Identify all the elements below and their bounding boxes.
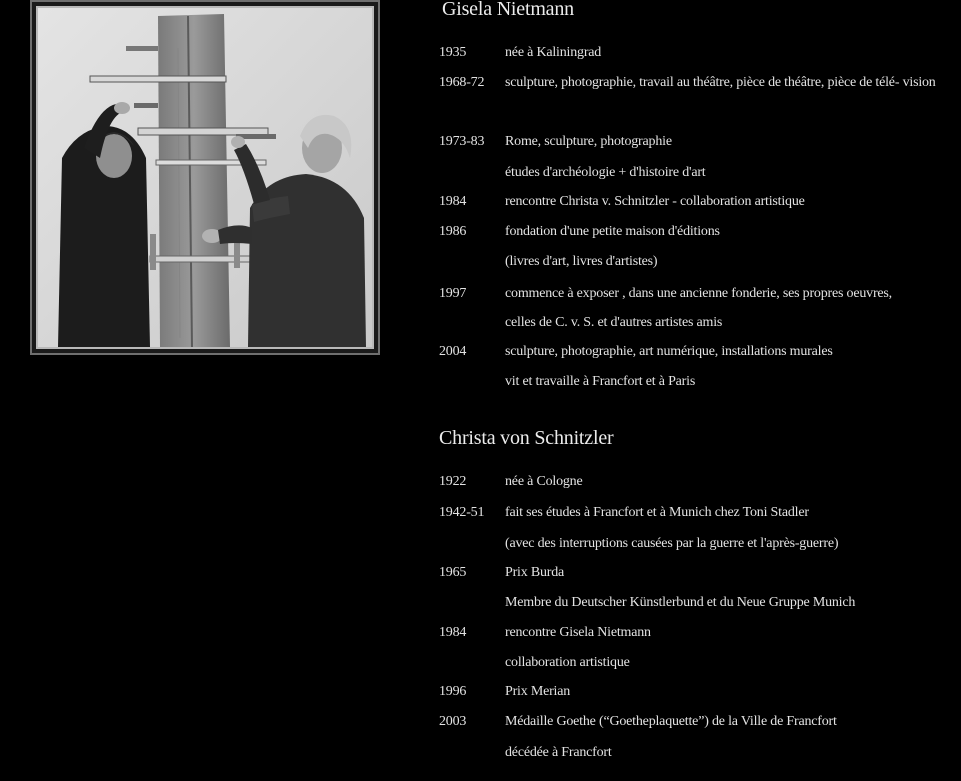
- bio-text: collaboration artistique: [505, 655, 630, 670]
- bio-row: [439, 529, 954, 558]
- bio-text: Membre du Deutscher Künstlerbund et du Neue Gruppe Munich: [505, 595, 856, 610]
- bio-row: [439, 738, 954, 767]
- bio-row: [439, 217, 954, 246]
- bio-year: 1965: [439, 565, 467, 580]
- photo-two-women-with-sculpture-icon: [38, 8, 372, 347]
- bio-row: [439, 588, 954, 617]
- bio-year: 2004: [439, 344, 467, 359]
- bio-row: [439, 38, 954, 67]
- bio-row: [439, 127, 954, 156]
- bio-row: [439, 558, 954, 587]
- bio-year: 1986: [439, 224, 467, 239]
- bio-row: [439, 187, 954, 216]
- bio-row: [439, 68, 954, 97]
- bio-text: (livres d'art, livres d'artistes): [505, 254, 658, 269]
- bio-year: 1996: [439, 684, 467, 699]
- bio-row: [439, 498, 954, 527]
- bio-row: [439, 279, 954, 308]
- bio-row: [439, 648, 954, 677]
- bio-year: 1973-83: [439, 134, 485, 149]
- bio-year: 1922: [439, 474, 467, 489]
- bio-text: commence à exposer , dans une ancienne fonderie, ses propres oeuvres,: [505, 286, 892, 301]
- bio-year: 1997: [439, 286, 467, 301]
- bio-text: née à Cologne: [505, 474, 583, 489]
- bio-year: 1984: [439, 625, 467, 640]
- bio-year: 1968-72: [439, 75, 485, 90]
- bio-text: études d'archéologie + d'histoire d'art: [505, 165, 706, 180]
- bio-row: [439, 158, 954, 187]
- bio-row: [439, 308, 954, 337]
- bio-text: Médaille Goethe (“Goetheplaquette”) de la Ville de Francfort: [505, 714, 837, 729]
- bio-year: 1984: [439, 194, 467, 209]
- bio-text: vit et travaille à Francfort et à Paris: [505, 374, 696, 389]
- bio-row: [439, 337, 954, 366]
- bio-text: décédée à Francfort: [505, 745, 612, 760]
- person1-name-heading: Gisela Nietmann: [442, 0, 574, 20]
- portrait-photo-frame: [30, 0, 380, 355]
- bio-text: Prix Burda: [505, 565, 565, 580]
- bio-row: [439, 677, 954, 706]
- bio-row: [439, 707, 954, 736]
- bio-text: fondation d'une petite maison d'éditions: [505, 224, 720, 239]
- portrait-photo: [36, 6, 374, 349]
- bio-text: rencontre Gisela Nietmann: [505, 625, 651, 640]
- bio-text: (avec des interruptions causées par la guerre et l'après-guerre): [505, 536, 839, 551]
- bio-text: sculpture, photographie, art numérique, installations murales: [505, 344, 833, 359]
- bio-text: sculpture, photographie, travail au théâtre, pièce de théâtre, pièce de télé- vision: [505, 75, 936, 90]
- bio-text: née à Kaliningrad: [505, 45, 602, 60]
- bio-row: [439, 618, 954, 647]
- bio-row: [439, 467, 954, 496]
- bio-year: 1942-51: [439, 505, 485, 520]
- bio-year: 1935: [439, 45, 467, 60]
- bio-row: [439, 247, 954, 276]
- person2-name-heading: Christa von Schnitzler: [439, 427, 614, 449]
- bio-text: fait ses études à Francfort et à Munich chez Toni Stadler: [505, 505, 809, 520]
- bio-row: [439, 367, 954, 396]
- bio-text: Prix Merian: [505, 684, 571, 699]
- bio-text: Rome, sculpture, photographie: [505, 134, 672, 149]
- bio-text: rencontre Christa v. Schnitzler - collaboration artistique: [505, 194, 805, 209]
- bio-text: celles de C. v. S. et d'autres artistes amis: [505, 315, 723, 330]
- bio-year: 2003: [439, 714, 467, 729]
